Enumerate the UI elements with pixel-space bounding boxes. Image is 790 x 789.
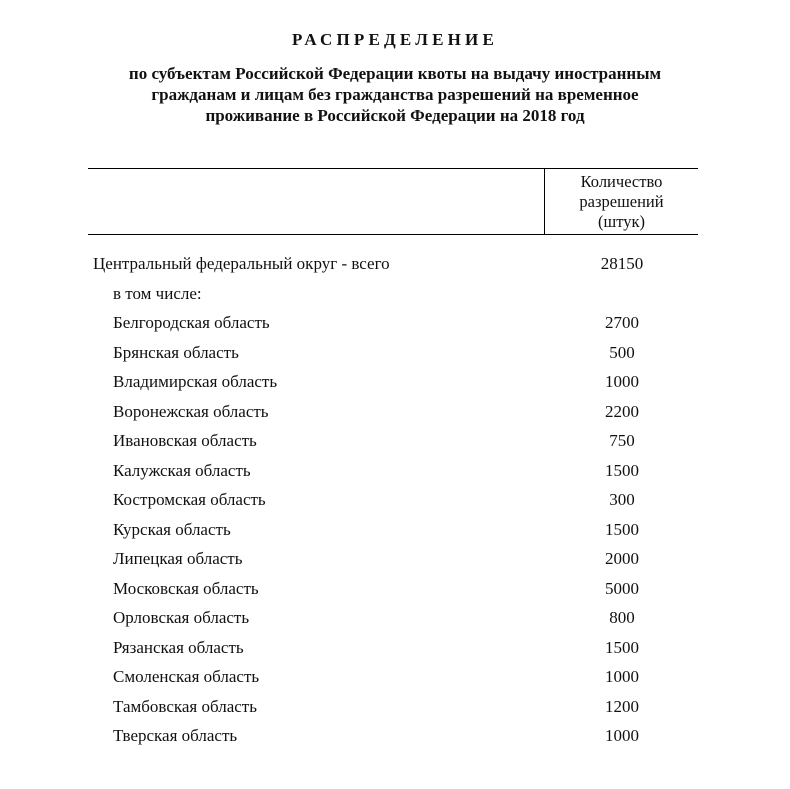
row-name: Костромская область [113, 490, 266, 509]
quantity-column-header [545, 172, 698, 232]
row-name: Владимирская область [113, 372, 278, 391]
row-value: 28150 [600, 254, 644, 273]
subtitle-line: по субъектам Российской Федерации квоты на выдачу иностранным [128, 64, 662, 83]
row-value: 2000 [605, 549, 639, 568]
row-value: 300 [609, 490, 635, 509]
row-name: Смоленская область [113, 667, 260, 686]
row-name: Московская область [113, 578, 259, 598]
row-value: 500 [609, 342, 635, 362]
table-row [0, 341, 790, 371]
row-name: Белгородская область [113, 313, 270, 332]
row-name: Калужская область [113, 460, 251, 480]
row-name: Курская область [113, 519, 231, 539]
region-rows [0, 311, 790, 754]
table-row [0, 488, 790, 518]
row-value: 1000 [605, 726, 639, 745]
table-row [0, 606, 790, 636]
document-subtitle [80, 63, 710, 126]
table-row-total [0, 252, 790, 282]
table-row [0, 311, 790, 341]
row-value: 5000 [605, 578, 639, 598]
row-name: Центральный федеральный округ - всего [93, 254, 390, 273]
subtitle-line: гражданам и лицам без гражданства разрешений на временное [151, 85, 639, 104]
column-header-line: Количество [580, 172, 663, 191]
row-name: Тамбовская область [113, 696, 257, 716]
table-body [0, 252, 790, 754]
table-row [0, 400, 790, 430]
table-row [0, 370, 790, 400]
table-row [0, 695, 790, 725]
row-value: 800 [609, 608, 635, 627]
table-row [0, 518, 790, 548]
row-name: Тверская область [113, 726, 238, 745]
row-name: Воронежская область [113, 401, 269, 421]
column-header-line: разрешений [579, 192, 664, 211]
row-value: 2200 [605, 401, 639, 421]
row-value: 2700 [605, 313, 639, 332]
row-name: Орловская область [113, 608, 250, 627]
row-name: Ивановская область [113, 431, 257, 450]
column-header-line: (штук) [598, 212, 645, 231]
table-row [0, 724, 790, 754]
row-value: 1000 [605, 667, 639, 686]
subtitle-line: проживание в Российской Федерации на 2018 год [205, 106, 585, 125]
table-row [0, 665, 790, 695]
including-label: в том числе: [113, 283, 202, 303]
row-value: 1000 [605, 372, 639, 391]
table-row [0, 429, 790, 459]
row-name: Брянская область [113, 342, 239, 362]
row-value: 1500 [605, 460, 639, 480]
row-value: 1500 [605, 519, 639, 539]
row-value: 1200 [605, 696, 639, 716]
table-row [0, 459, 790, 489]
row-name: Рязанская область [113, 637, 244, 657]
row-value: 750 [609, 431, 635, 450]
row-name: Липецкая область [113, 549, 243, 568]
row-value: 1500 [605, 637, 639, 657]
table-header [88, 168, 698, 235]
table-row [0, 636, 790, 666]
document-title: РАСПРЕДЕЛЕНИЕ [291, 30, 499, 49]
table-row [0, 547, 790, 577]
table-row-including [0, 282, 790, 312]
table-row [0, 577, 790, 607]
